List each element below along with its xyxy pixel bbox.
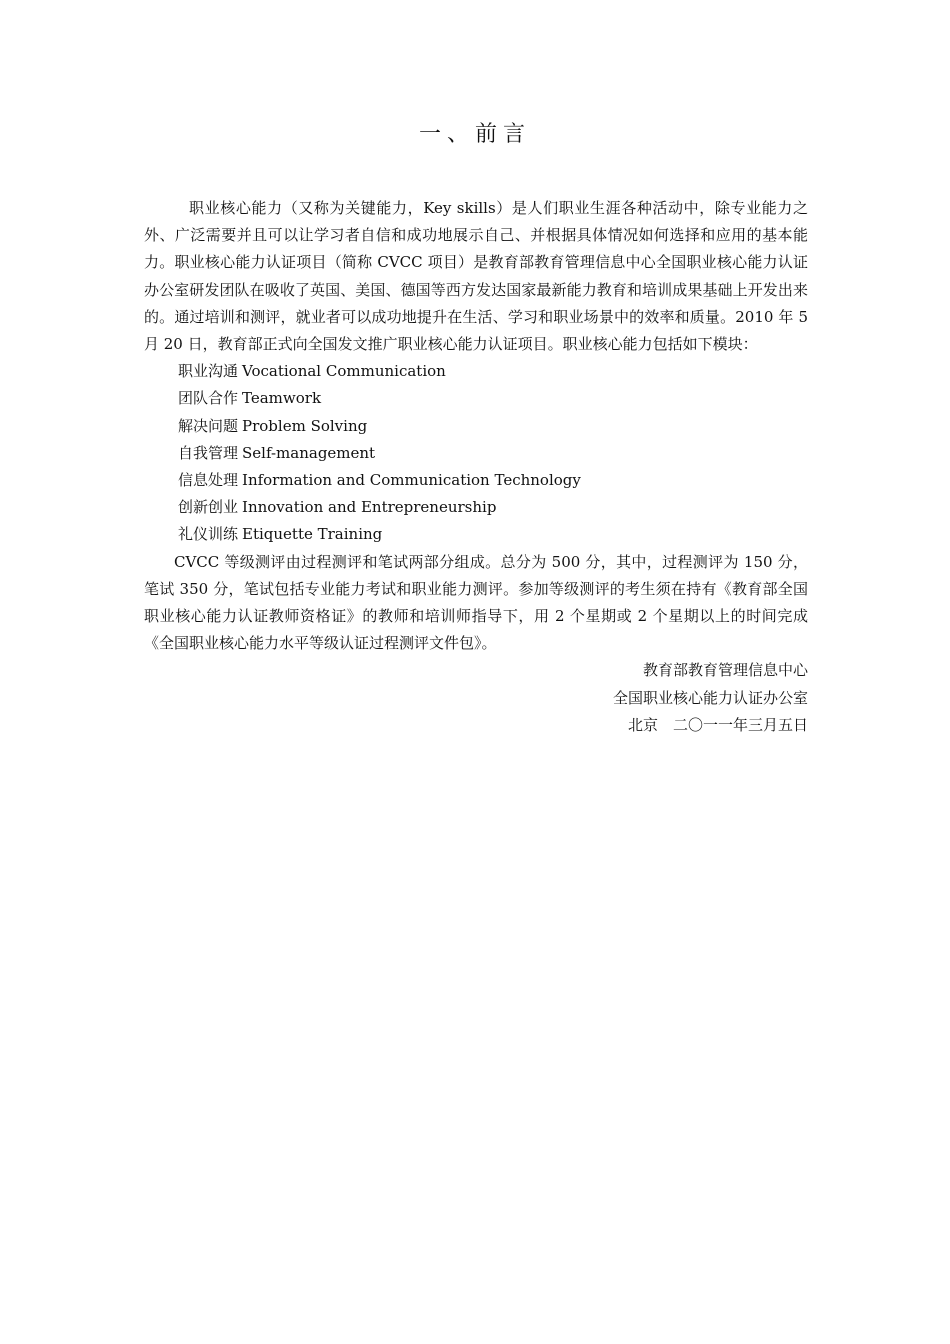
module-item (144, 413, 808, 440)
document-body (144, 195, 808, 739)
module-name-en: Information and Communication Technology (242, 471, 581, 490)
module-name-en: Innovation and Entrepreneurship (242, 498, 497, 517)
module-name-zh: 解决问题 (178, 416, 239, 435)
signature-block (144, 657, 808, 739)
module-name-zh: 创新创业 (178, 498, 239, 517)
module-name-zh: 职业沟通 (178, 362, 239, 381)
module-name-en: Self-management (242, 443, 376, 462)
module-list (144, 358, 808, 548)
module-name-en: Teamwork (242, 389, 322, 408)
assessment-paragraph: CVCC 等级测评由过程测评和笔试两部分组成。总分为 500 分，其中，过程测评为 150 分，笔试 350 分，笔试包括专业能力考试和职业能力测评。参加等级测评的考生须在持有《教育部全国职业核心能力认证教师资格证》的教师和培训师指导下，用 2 个星期或 2 个星期以上的时间完成《全国职业核心能力水平等级认证过程测评文件包》。 (144, 552, 808, 653)
module-item (144, 467, 808, 494)
module-name-en: Problem Solving (242, 416, 368, 435)
module-item (144, 385, 808, 412)
page-title: 一、前言 (418, 122, 531, 147)
signature-office: 全国职业核心能力认证办公室 (612, 688, 808, 707)
module-item (144, 440, 808, 467)
signature-place-date: 北京 二〇一一年三月五日 (627, 715, 808, 734)
module-item (144, 494, 808, 521)
module-name-en: Etiquette Training (242, 525, 383, 544)
module-item (144, 521, 808, 548)
module-item (144, 358, 808, 385)
module-name-zh: 信息处理 (178, 471, 239, 490)
signature-organization: 教育部教育管理信息中心 (642, 661, 808, 680)
module-name-zh: 礼仪训练 (178, 525, 239, 544)
module-name-zh: 自我管理 (178, 443, 239, 462)
module-name-zh: 团队合作 (178, 389, 239, 408)
intro-paragraph: 职业核心能力（又称为关键能力，Key skills）是人们职业生涯各种活动中，除专业能力之外、广泛需要并且可以让学习者自信和成功地展示自己、并根据具体情况如何选择和应用的基本能力。职业核心能力认证项目（简称 CVCC 项目）是教育部教育管理信息中心全国职业核心能力认证办公室研发团队在吸收了英国、美国、德国等西方发达国家最新能力教育和培训成果基础上开发出来的。通过培训和测评，就业者可以成功地提升在生活、学习和职业场景中的效率和质量。2010 年 5 月 20 日，教育部正式向全国发文推广职业核心能力认证项目。职业核心能力包括如下模块： (144, 199, 808, 354)
module-name-en: Vocational Communication (242, 362, 446, 381)
